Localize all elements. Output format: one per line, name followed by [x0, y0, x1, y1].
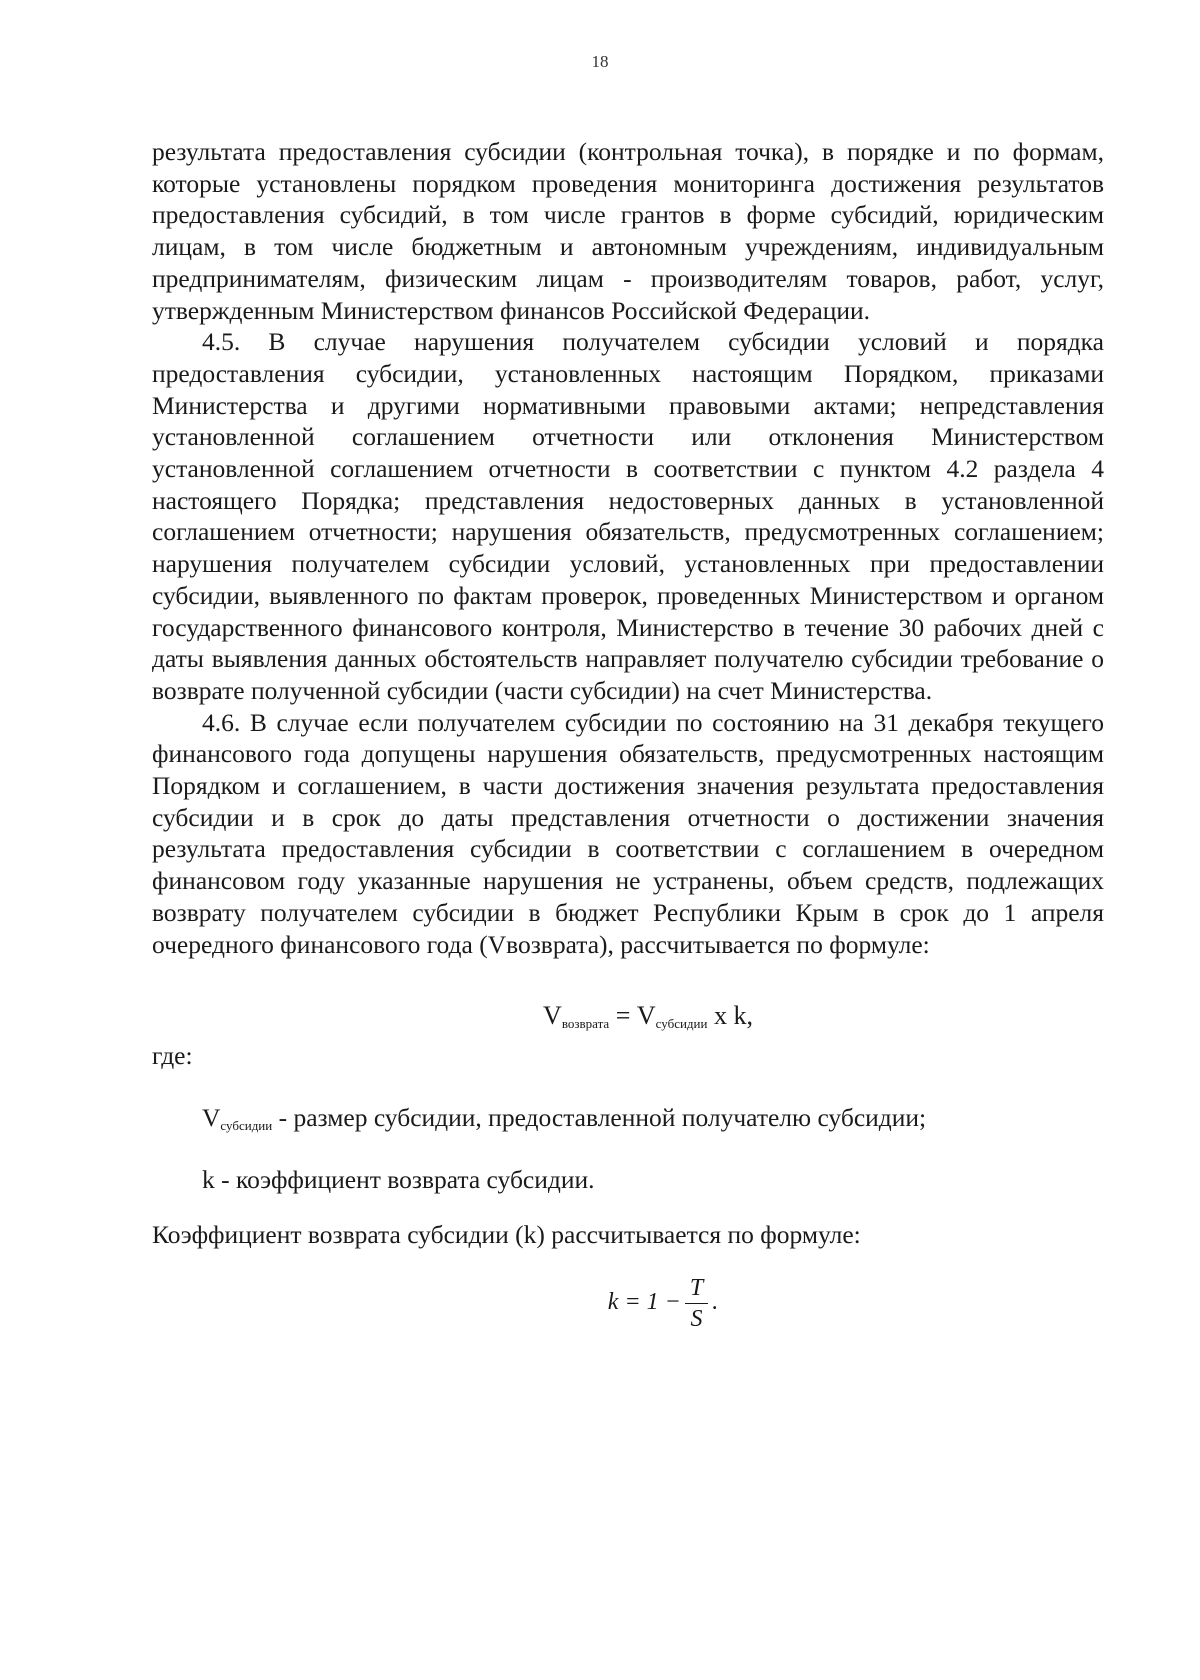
page-number: 18 [591, 52, 609, 71]
formula-rhs-subscript: субсидии [655, 1016, 708, 1032]
definition-subsidy-size [202, 1102, 1104, 1142]
formula2-denominator: S [690, 1305, 703, 1332]
coefficient-intro: Коэффициент возврата субсидии (k) рассчитывается по формуле: [152, 1220, 861, 1250]
paragraph-4-6: 4.6. В случае если получателем субсидии по состоянию на 31 декабря текущего финансового года допущены нарушения обязательств, предусмотренных настоящим Порядком и соглашением, в части достижения значения результата предоставления субсидии и в срок до даты представления отчетности о достижении значения результата предоставления субсидии в соответствии с соглашением в очередном финансовом году указанные нарушения не устранены, объем средств, подлежащих возврату получателем субсидии в бюджет Республики Крым в срок до 1 апреля очередного финансового года (Vвозврата), рассчитывается по формуле: [152, 707, 1104, 959]
formula-refund-volume [192, 1000, 1104, 1040]
formula-coefficient [222, 1273, 1104, 1334]
paragraph-4-5: 4.5. В случае нарушения получателем субсидии условий и порядка предоставления субсидии, установленных настоящим Порядком, приказами Министерства и другими нормативными правовыми актами; непредставления установленной соглашением отчетности или отклонения Министерством установленной соглашением отчетности в соответствии с пунктом 4.2 раздела 4 настоящего Порядка; представления недостоверных данных в установленной соглашением отчетности; нарушения обязательств, предусмотренных соглашением; нарушения получателем субсидии условий, установленных при предоставлении субсидии, выявленного по фактам проверок, проведенных Министерством и органом государственного финансового контроля, Министерство в течение 30 рабочих дней с даты выявления данных обстоятельств направляет получателю субсидии требование о возврате полученной субсидии (части субсидии) на счет Министерства. [152, 327, 1104, 705]
definition-symbol: V [202, 1102, 221, 1132]
formula-tail: x k, [713, 1001, 753, 1031]
definitions [152, 1102, 1104, 1196]
document-body [152, 136, 1104, 1334]
definition-text: - размер субсидии, предоставленной получателю субсидии; [278, 1102, 927, 1132]
formula2-numerator: T [685, 1273, 708, 1304]
formula-rhs-symbol: V [636, 1001, 656, 1031]
formula-lhs-subscript: возврата [561, 1016, 610, 1032]
definition-coefficient: k - коэффициент возврата субсидии. [202, 1165, 595, 1195]
where-label: где: [152, 1040, 193, 1070]
definition-subscript: субсидии [220, 1117, 273, 1133]
formula2-fraction [685, 1273, 708, 1334]
paragraph-continuation: результата предоставления субсидии (контрольная точка), в порядке и по формам, которые установлены порядком проведения мониторинга достижения результатов предоставления субсидий, в том числе грантов в форме субсидий, юридическим лицам, в том числе бюджетным и автономным учреждениям, индивидуальным предпринимателям, физическим лицам - производителям товаров, работ, услуг, утвержденным Министерством финансов Российской Федерации. [152, 137, 1104, 325]
formula-equals: = [615, 1001, 631, 1031]
formula2-tail: . [712, 1289, 719, 1316]
formula-lhs-symbol: V [543, 1001, 562, 1031]
formula2-lhs: k = 1 − [607, 1289, 681, 1316]
